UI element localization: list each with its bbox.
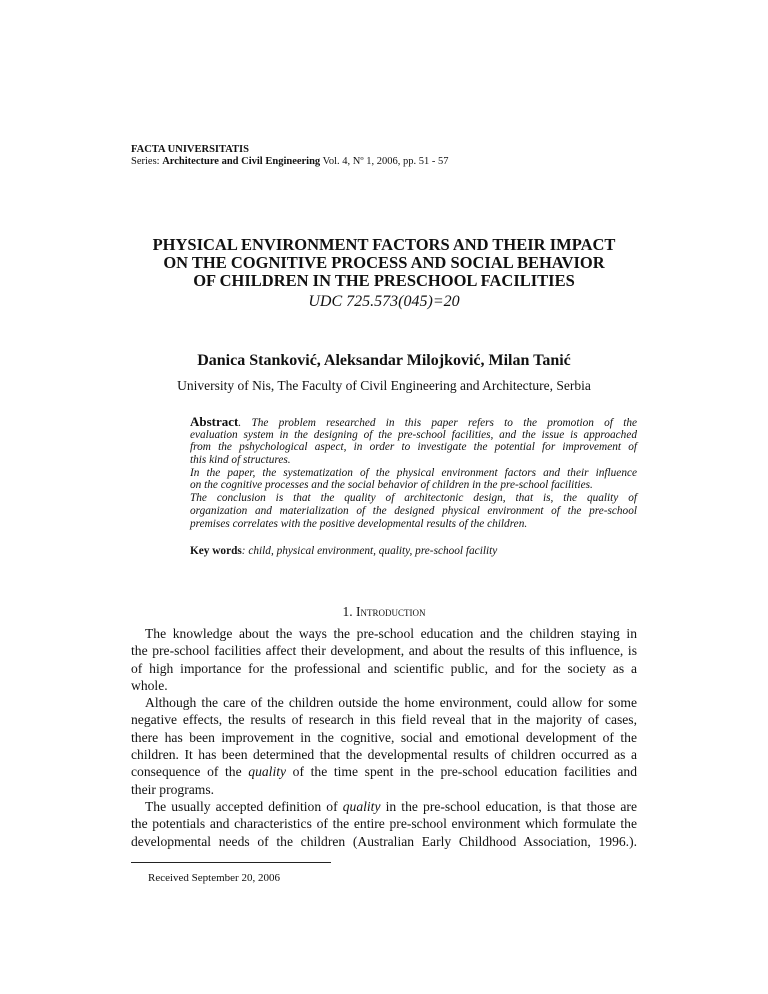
section-title: Introduction	[356, 604, 426, 619]
journal-series	[131, 156, 448, 167]
abstract-line: premises correlates with the positive developmental results of the children.	[190, 517, 528, 530]
series-name: Architecture and Civil Engineering	[162, 156, 321, 167]
footnote: Received September 20, 2006	[148, 872, 280, 884]
series-details: Vol. 4, Nº 1, 2006, pp. 51 - 57	[320, 156, 449, 167]
body-line: Although the care of the children outside the home environment, could allow for some	[145, 695, 637, 711]
section-heading	[131, 604, 637, 620]
body-line: developmental needs of the children (Australian Early Childhood Association, 1996.).	[131, 833, 637, 849]
body-text-span: of the time spent in the pre-school education facilities and	[286, 764, 637, 780]
abstract-line: on the cognitive processes and the social behavior of children in the pre-school facilities.	[190, 479, 593, 492]
body-text-span: in the pre-school education, is that those are	[380, 798, 637, 814]
body-line: whole.	[131, 677, 168, 693]
keywords-label: Key words	[190, 545, 242, 557]
abstract-line: from the pshychological aspect, in order to investigate the potential for improvement of	[190, 441, 637, 454]
keywords	[190, 545, 497, 557]
body-line: children. It has been determined that the developmental results of children occurred as a	[131, 747, 637, 763]
body-line: the pre-school facilities affect their development, and about the results of this influence, is	[131, 643, 637, 659]
body-line: The knowledge about the ways the pre-school education and the children staying in	[145, 626, 637, 641]
body-line: of high importance for the professional and scientific public, and for the society as a	[131, 660, 637, 676]
body-text	[131, 625, 637, 850]
abstract-label: Abstract	[190, 414, 239, 429]
title-line: PHYSICAL ENVIRONMENT FACTORS AND THEIR IMPACT	[152, 235, 616, 254]
keywords-value: : child, physical environment, quality, pre-school facility	[241, 545, 498, 557]
body-line	[131, 763, 637, 780]
udc-code: UDC 725.573(045)=20	[308, 293, 460, 310]
body-line: their programs.	[131, 781, 215, 797]
body-text-span: consequence of the	[131, 764, 249, 780]
authors: Danica Stanković, Aleksandar Milojković, Milan Tanić	[197, 352, 571, 369]
journal-name: FACTA UNIVERSITATIS	[131, 144, 249, 155]
affiliation: University of Nis, The Faculty of Civil Engineering and Architecture, Serbia	[177, 378, 591, 393]
body-line: there has been improvement in the cognitive, social and emotional development of the	[131, 729, 637, 745]
abstract-line: this kind of structures.	[190, 454, 291, 467]
abstract-line: The conclusion is that the quality of architectonic design, that is, the quality of	[190, 492, 637, 505]
abstract-line: organization and materialization of the designed physical environment of the pre-school	[190, 504, 637, 517]
body-text-span: The usually accepted definition of	[145, 798, 343, 814]
emphasis: quality	[248, 764, 287, 780]
series-prefix: Series:	[131, 156, 163, 167]
abstract-line	[190, 416, 637, 429]
body-line	[131, 798, 637, 815]
paper-title	[131, 236, 637, 290]
footnote-rule	[131, 862, 331, 863]
body-line: the potentials and characteristics of the entire pre-school environment which formulate the	[131, 816, 637, 832]
title-line: ON THE COGNITIVE PROCESS AND SOCIAL BEHAVIOR	[163, 253, 605, 272]
abstract-text: . The problem researched in this paper refers to the promotion of the	[238, 417, 637, 429]
section-number: 1.	[342, 604, 356, 619]
abstract	[190, 416, 637, 530]
title-line: OF CHILDREN IN THE PRESCHOOL FACILITIES	[193, 271, 575, 290]
body-line: negative effects, the results of research in this field reveal that in the majority of cases,	[131, 712, 637, 728]
emphasis: quality	[342, 798, 381, 814]
abstract-line: In the paper, the systematization of the physical environment factors and their influence	[190, 466, 637, 479]
abstract-line: evaluation system in the designing of the pre-school facilities, and the issue is approached	[190, 428, 637, 441]
